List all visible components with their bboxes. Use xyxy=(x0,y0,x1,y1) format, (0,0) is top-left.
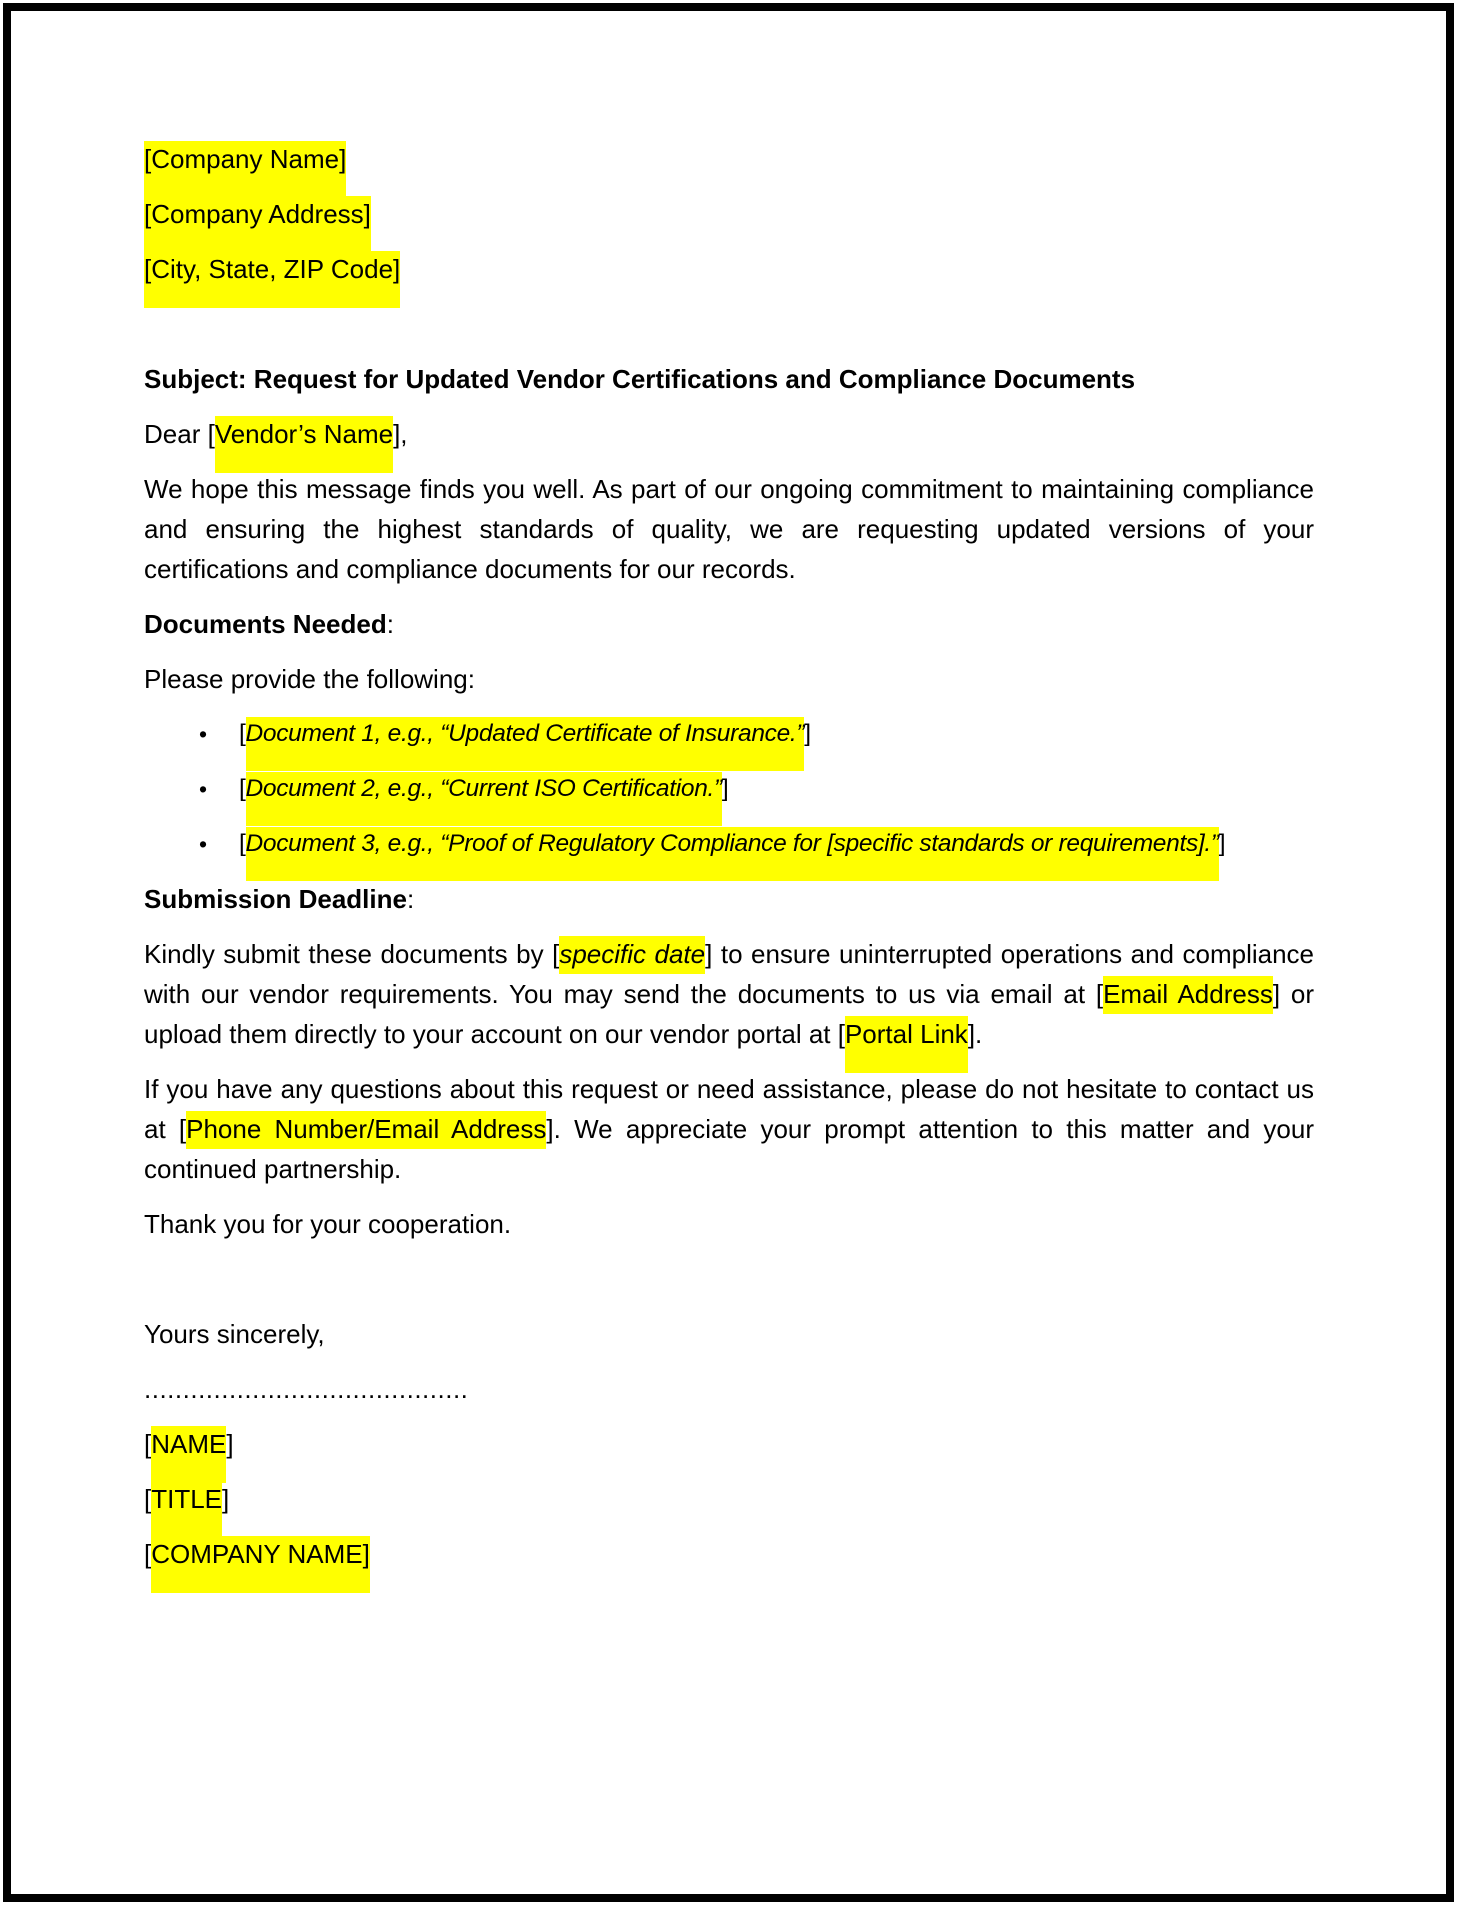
highlighted-placeholder: Document 3, e.g., “Proof of Regulatory Compliance for [specific standards or requirements].” xyxy=(246,827,1219,881)
text-run: Kindly submit these documents by [ xyxy=(144,939,560,969)
documents-list xyxy=(144,714,1314,864)
highlighted-placeholder: Document 2, e.g., “Current ISO Certification.” xyxy=(246,772,722,826)
text-run: Submission Deadline xyxy=(144,884,407,914)
text-run: ]. We appreciate your prompt attention to this matter and your continued partnership. xyxy=(144,1114,1314,1184)
signoff-line: Yours sincerely, xyxy=(144,1319,325,1349)
documents-needed-heading xyxy=(144,604,1314,644)
highlighted-placeholder: [Company Address] xyxy=(144,196,371,253)
text-run: ]. xyxy=(967,1019,983,1049)
text-run: ] or upload them directly to your account on our vendor portal at [ xyxy=(144,979,1314,1049)
signature-dotted-line: .......................................... xyxy=(144,1374,469,1404)
text-run: ] xyxy=(721,775,729,802)
sender-company-name-line xyxy=(144,139,1314,179)
signature-name-line xyxy=(144,1424,1314,1464)
documents-intro-line: Please provide the following: xyxy=(144,664,475,694)
text-run: Dear [ xyxy=(144,419,215,449)
signature-company-line xyxy=(144,1534,1314,1574)
text-run: Subject: Request for Updated Vendor Certifications and Compliance Documents xyxy=(144,364,1136,394)
highlighted-placeholder: NAME xyxy=(151,1426,226,1483)
highlighted-placeholder: COMPANY NAME] xyxy=(151,1536,370,1593)
text-run: ] xyxy=(222,1484,230,1514)
text-run: ] xyxy=(226,1429,234,1459)
text-run: : xyxy=(386,609,394,639)
highlighted-placeholder: TITLE xyxy=(151,1481,222,1538)
document-item-1 xyxy=(144,714,1314,754)
text-run: ] to ensure uninterrupted operations and compliance with our vendor requirements. You may send the documents to us via email at [ xyxy=(144,939,1315,1009)
highlighted-placeholder: [City, State, ZIP Code] xyxy=(144,251,400,308)
text-run: [ xyxy=(239,775,246,802)
text-run: ] xyxy=(804,720,811,747)
subject-line xyxy=(144,359,1314,399)
document-item-3 xyxy=(144,824,1314,864)
highlighted-placeholder: Email Address xyxy=(1103,976,1273,1014)
sender-company-address-line xyxy=(144,194,1314,234)
sender-city-state-zip-line xyxy=(144,249,1314,289)
signature-title-line xyxy=(144,1479,1314,1519)
highlighted-placeholder: Portal Link xyxy=(845,1016,968,1073)
text-run: [ xyxy=(144,1484,152,1514)
greeting-line xyxy=(144,414,1314,454)
highlighted-placeholder: [Company Name] xyxy=(144,141,346,198)
text-run: [ xyxy=(144,1429,152,1459)
document-item-2 xyxy=(144,769,1314,809)
text-run: [ xyxy=(144,1539,152,1569)
highlighted-placeholder: specific date xyxy=(559,936,705,974)
highlighted-placeholder: Vendor’s Name xyxy=(215,416,393,473)
text-run: [ xyxy=(239,720,246,747)
highlighted-placeholder: Phone Number/Email Address xyxy=(186,1111,546,1149)
text-run: ] xyxy=(1218,830,1226,857)
deadline-paragraph xyxy=(144,934,1314,1054)
intro-paragraph: We hope this message finds you well. As part of our ongoing commitment to maintaining compliance and ensuring the highest standards of quality, we are requesting updated versions of your certifications and compliance documents for our records. xyxy=(144,474,1314,584)
blank-line xyxy=(144,304,1314,344)
text-run: ], xyxy=(393,419,408,449)
text-run: [ xyxy=(239,830,246,857)
contact-paragraph xyxy=(144,1069,1314,1189)
highlighted-placeholder: Document 1, e.g., “Updated Certificate of Insurance.” xyxy=(246,717,805,771)
letter-page xyxy=(3,3,1454,1902)
text-run: If you have any questions about this request or need assistance, please do not hesitate to contact us at [ xyxy=(144,1074,1314,1144)
text-run: : xyxy=(406,884,415,914)
blank-line xyxy=(144,1259,1314,1299)
submission-deadline-heading xyxy=(144,879,1314,919)
closing-line: Thank you for your cooperation. xyxy=(144,1209,512,1239)
text-run: Documents Needed xyxy=(144,609,387,639)
